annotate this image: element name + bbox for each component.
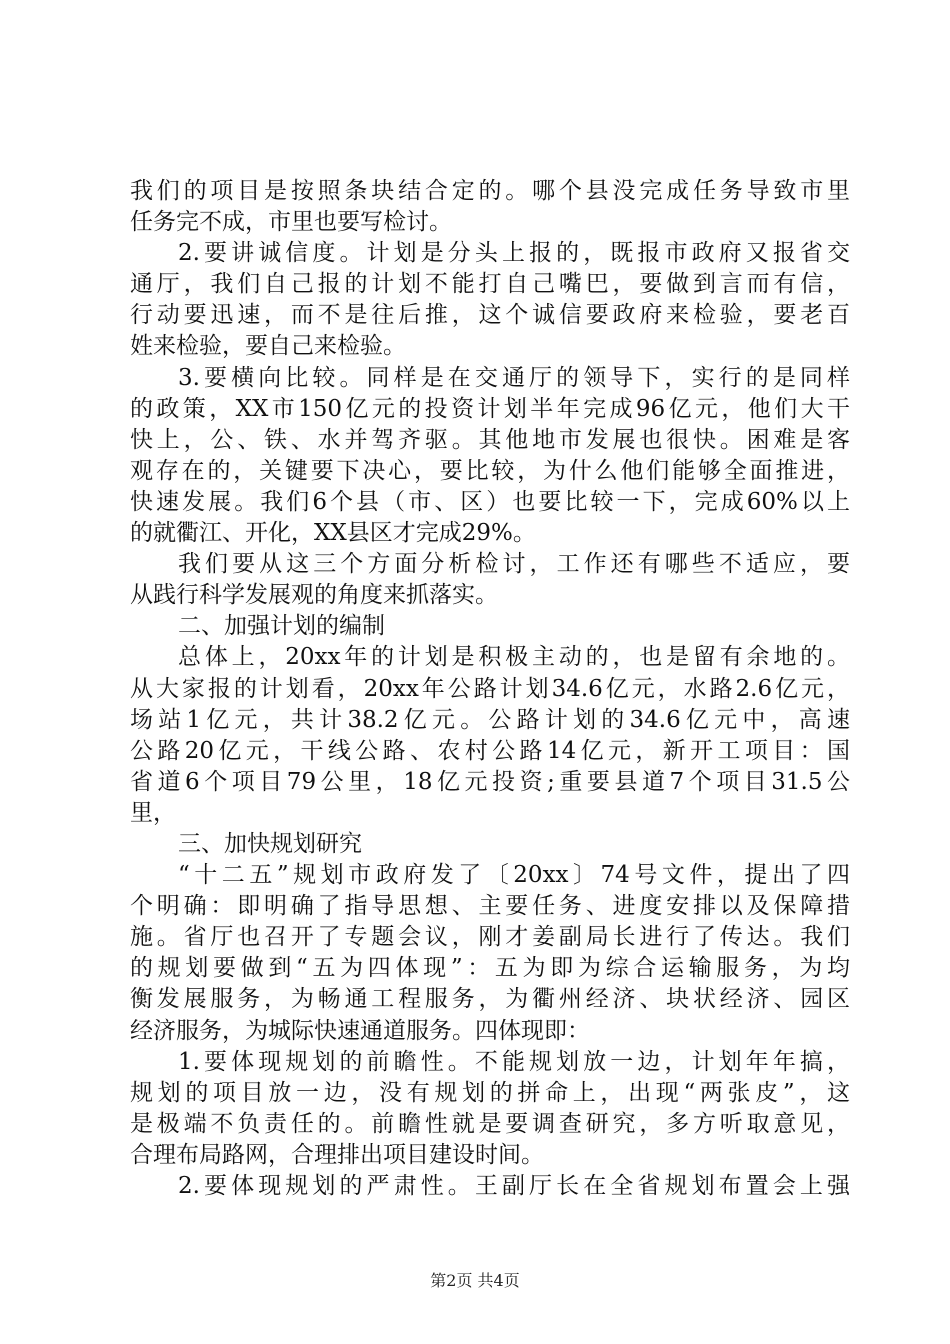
page-footer: 第2页 共4页	[430, 1271, 520, 1290]
text-line: 是极端不负责任的。前瞻性就是要调查研究，多方听取意见，	[130, 1110, 850, 1137]
text-line: 从大家报的计划看，20xx年公路计划34.6亿元，水路2.6亿元，	[130, 675, 850, 702]
text-line: 总体上，20xx年的计划是积极主动的，也是留有余地的。	[178, 644, 850, 671]
text-line: 规划的项目放一边，没有规划的拼命上，出现“两张皮”，这	[130, 1079, 850, 1106]
document-body	[130, 176, 850, 1202]
text-line: 里，	[130, 799, 176, 826]
text-line: “十二五”规划市政府发了〔20xx〕74号文件，提出了四	[178, 862, 850, 889]
text-line: 行动要迅速，而不是往后推，这个诚信要政府来检验，要老百	[130, 302, 850, 329]
text-line: 衡发展服务，为畅通工程服务，为衢州经济、块状经济、园区	[130, 986, 850, 1013]
text-line: 从践行科学发展观的角度来抓落实。	[130, 582, 498, 609]
text-line: 省道6个项目79公里，18亿元投资;重要县道7个项目31.5公	[130, 768, 850, 795]
text-line: 个明确：即明确了指导思想、主要任务、进度安排以及保障措	[130, 893, 850, 920]
text-line: 的规划要做到“五为四体现”：五为即为综合运输服务，为均	[130, 955, 850, 982]
text-line: 快上，公、铁、水并驾齐驱。其他地市发展也很快。困难是客	[130, 426, 850, 453]
text-line: 2.要体现规划的严肃性。王副厅长在全省规划布置会上强	[178, 1173, 850, 1199]
text-line: 3.要横向比较。同样是在交通厅的领导下，实行的是同样	[178, 364, 850, 391]
text-line: 我们的项目是按照条块结合定的。哪个县没完成任务导致市里	[130, 178, 850, 204]
text-line: 公路20亿元，干线公路、农村公路14亿元，新开工项目：国	[130, 737, 850, 764]
text-line: 场站1亿元，共计38.2亿元。公路计划的34.6亿元中，高速	[130, 706, 850, 733]
text-line: 观存在的，关键要下决心，要比较，为什么他们能够全面推进，	[130, 457, 850, 484]
text-line: 三、加快规划研究	[178, 830, 362, 857]
text-line: 姓来检验，要自己来检验。	[130, 333, 406, 360]
text-line: 的就衢江、开化，XX县区才完成29%。	[130, 520, 536, 547]
text-line: 二、加强计划的编制	[178, 613, 385, 640]
text-line: 经济服务，为城际快速通道服务。四体现即：	[130, 1017, 590, 1044]
text-line: 合理布局路网，合理排出项目建设时间。	[130, 1141, 544, 1168]
text-line: 的政策，XX市150亿元的投资计划半年完成96亿元，他们大干	[130, 395, 850, 422]
text-line: 快速发展。我们6个县（市、区）也要比较一下，完成60%以上	[130, 488, 850, 515]
text-line: 我们要从这三个方面分析检讨，工作还有哪些不适应，要	[178, 551, 850, 578]
text-line: 通厅，我们自己报的计划不能打自己嘴巴，要做到言而有信，	[130, 271, 850, 298]
text-line: 2.要讲诚信度。计划是分头上报的，既报市政府又报省交	[178, 240, 850, 267]
text-line: 1.要体现规划的前瞻性。不能规划放一边，计划年年搞，	[178, 1048, 850, 1075]
text-line: 施。省厅也召开了专题会议，刚才姜副局长进行了传达。我们	[130, 924, 850, 951]
text-line: 任务完不成，市里也要写检讨。	[130, 209, 452, 236]
